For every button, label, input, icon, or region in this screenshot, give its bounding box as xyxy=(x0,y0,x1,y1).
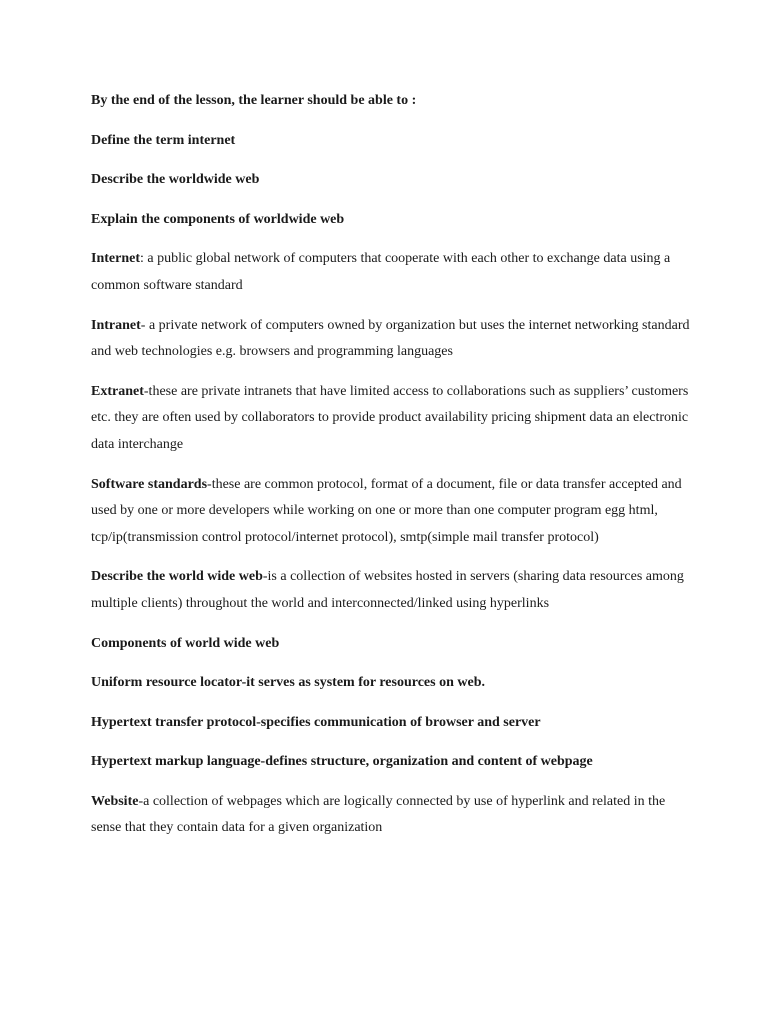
definition-text: -these are private intranets that have limited access to collaborations such as suppliers’ customers etc. they are often used by collaborators to provide product availability pricing shipment data an electronic data interchange xyxy=(91,383,689,452)
definition-internet xyxy=(91,246,691,299)
components-heading: Components of world wide web xyxy=(91,635,280,651)
definition-text: -is a collection of websites hosted in servers (sharing data resources among multiple clients) throughout the world and interconnected/linked using hyperlinks xyxy=(91,569,684,611)
objective-explain-components: Explain the components of worldwide web xyxy=(91,211,345,227)
objective-describe-www: Describe the worldwide web xyxy=(91,172,260,188)
definition-term: Intranet xyxy=(91,317,141,333)
definition-text: -these are common protocol, format of a document, file or data transfer accepted and used by one or more developers while working on one or more than one computer program egg html, tcp/ip(transmission control protocol/internet protocol), smtp(simple mail transfer protocol) xyxy=(91,476,682,545)
definition-world-wide-web xyxy=(91,564,691,617)
document-page xyxy=(91,88,691,855)
component-url: Uniform resource locator-it serves as system for resources on web. xyxy=(91,675,485,691)
component-http: Hypertext transfer protocol-specifies communication of browser and server xyxy=(91,714,541,730)
definition-text: - a private network of computers owned by organization but uses the internet networking standard and web technologies e.g. browsers and programming languages xyxy=(91,317,690,360)
intro-text: By the end of the lesson, the learner should be able to : xyxy=(91,93,417,108)
definition-text: -a collection of webpages which are logically connected by use of hyperlink and related in the sense that they contain data for a given organization xyxy=(91,793,666,836)
definition-software-standards xyxy=(91,472,691,552)
definition-text: : a public global network of computers that cooperate with each other to exchange data using a common software standard xyxy=(91,251,671,293)
definition-website xyxy=(91,789,691,842)
definition-intranet xyxy=(91,313,691,366)
component-html: Hypertext markup language-defines structure, organization and content of webpage xyxy=(91,754,593,770)
definition-term: Software standards xyxy=(91,476,208,492)
definition-term: Website xyxy=(91,793,139,809)
definition-term: Extranet xyxy=(91,383,144,399)
definition-term: Internet xyxy=(91,251,140,267)
definition-extranet xyxy=(91,379,691,459)
definition-term: Describe the world wide web xyxy=(91,569,263,585)
objective-define-internet: Define the term internet xyxy=(91,132,236,148)
